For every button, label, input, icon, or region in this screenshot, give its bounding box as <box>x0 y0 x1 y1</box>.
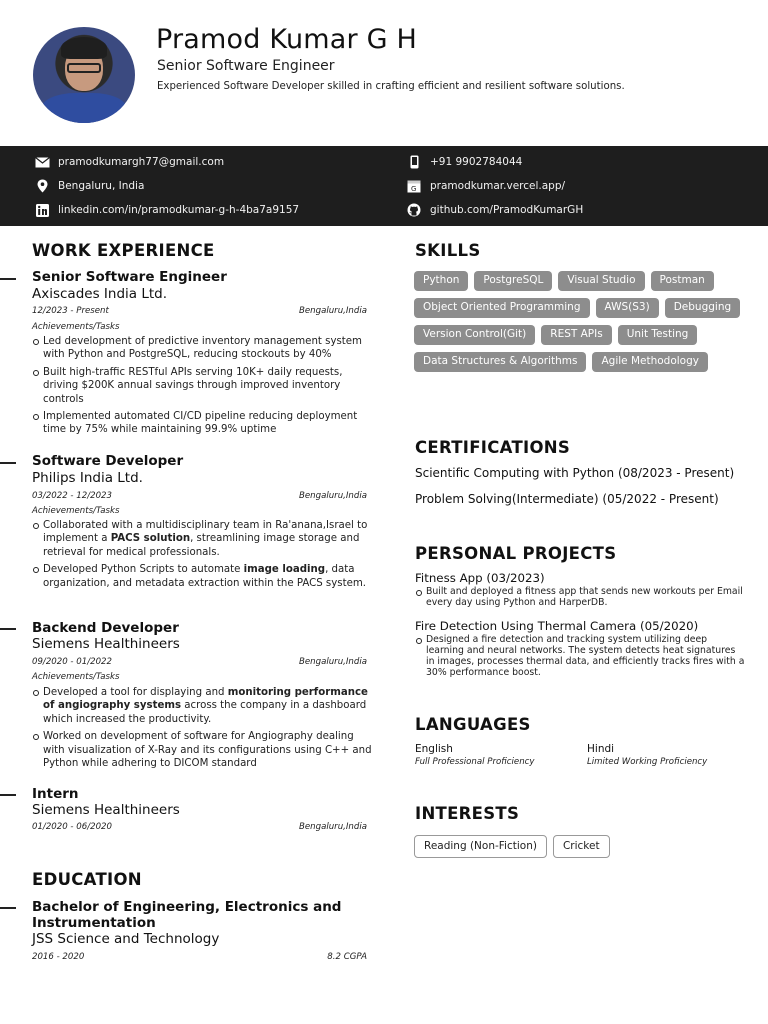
languages-heading: LANGUAGES <box>415 715 531 734</box>
projects-heading: PERSONAL PROJECTS <box>415 544 617 563</box>
list-item: Led development of predictive inventory management system with Python and PostgreSQL, reducing stockouts by 40% <box>32 335 372 362</box>
education-grade: 8.2 CGPA <box>327 952 367 962</box>
skill-tag: AWS(S3) <box>596 298 659 318</box>
list-item: Worked on development of software for Angiography dealing with visualization of X-Ray and its configurations using C++ and Python while adhering to DICOM standard <box>32 730 372 770</box>
education-dates: 2016 - 2020 <box>32 952 85 962</box>
linkedin-icon <box>34 203 50 217</box>
list-item: Developed Python Scripts to automate image loading, data organization, and metadata extraction within the PACS system. <box>32 563 372 590</box>
list-item: Developed a tool for displaying and monitoring performance of angiography systems across the company in a dashboard which increased the productivity. <box>32 686 372 726</box>
skill-tag: Data Structures & Algorithms <box>414 352 586 372</box>
candidate-name: Pramod Kumar G H <box>156 24 418 55</box>
email-text: pramodkumargh77@gmail.com <box>58 156 225 168</box>
achievements-label: Achievements/Tasks <box>32 322 120 332</box>
list-item: Designed a fire detection and tracking system utilizing deep learning and neural networks. The system detects heat signatures in images, processes thermal data, and efficiently tracks fires with a 30% performance boost. <box>415 635 745 679</box>
contact-linkedin[interactable] <box>34 203 299 217</box>
company-name: Siemens Healthineers <box>32 802 180 818</box>
skills-heading: SKILLS <box>415 241 481 260</box>
skills-list <box>414 271 754 372</box>
candidate-title: Senior Software Engineer <box>157 58 335 74</box>
company-name: Axiscades India Ltd. <box>32 286 167 302</box>
svg-text:G: G <box>411 184 417 193</box>
contact-phone[interactable] <box>406 155 522 169</box>
skill-tag: Unit Testing <box>618 325 698 345</box>
job-title: Software Developer <box>32 453 184 469</box>
skill-tag: Postman <box>651 271 714 291</box>
location-pin-icon <box>34 179 50 193</box>
contact-website[interactable] <box>406 179 565 193</box>
job-title: Senior Software Engineer <box>32 269 227 285</box>
language-level: Full Professional Proficiency <box>415 757 535 767</box>
section-rule <box>0 907 16 909</box>
achievements-label: Achievements/Tasks <box>32 672 120 682</box>
language-level: Limited Working Proficiency <box>587 757 708 767</box>
phone-icon <box>406 155 422 169</box>
interests-list <box>414 835 754 858</box>
website-icon <box>406 179 422 193</box>
phone-text: +91 9902784044 <box>430 156 523 168</box>
degree-line-2: Instrumentation <box>32 915 156 931</box>
job-location: Bengaluru,India <box>299 306 367 316</box>
list-item: Built and deployed a fitness app that sends new workouts per Email every day using Python and HarperDB. <box>415 587 745 609</box>
language-name: Hindi <box>587 743 615 755</box>
summary: Experienced Software Developer skilled in crafting efficient and resilient software solutions. <box>157 81 625 92</box>
project-title: Fire Detection Using Thermal Camera (05/2020) <box>415 619 699 633</box>
section-rule <box>0 278 16 280</box>
interest-tag: Reading (Non-Fiction) <box>414 835 547 858</box>
skill-tag: Version Control(Git) <box>414 325 535 345</box>
interest-tag: Cricket <box>553 835 610 858</box>
section-rule <box>0 794 16 796</box>
certifications-heading: CERTIFICATIONS <box>415 438 571 457</box>
school-name: JSS Science and Technology <box>32 931 220 947</box>
job-dates: 09/2020 - 01/2022 <box>32 657 112 667</box>
skill-tag: Python <box>414 271 468 291</box>
education-heading: EDUCATION <box>32 870 142 889</box>
linkedin-text: linkedin.com/in/pramodkumar-g-h-4ba7a9157 <box>58 204 300 216</box>
achievements-label: Achievements/Tasks <box>32 506 120 516</box>
job-bullets <box>32 519 372 594</box>
job-dates: 12/2023 - Present <box>32 306 109 316</box>
github-text: github.com/PramodKumarGH <box>430 204 584 216</box>
certification-item: Problem Solving(Intermediate) (05/2022 - Present) <box>415 492 719 506</box>
website-text: pramodkumar.vercel.app/ <box>430 180 566 192</box>
skill-tag: Object Oriented Programming <box>414 298 590 318</box>
location-text: Bengaluru, India <box>58 180 145 192</box>
skill-tag: PostgreSQL <box>474 271 552 291</box>
contact-email[interactable] <box>34 155 224 169</box>
skill-tag: Visual Studio <box>558 271 644 291</box>
degree: Bachelor of Engineering, Electronics and <box>32 899 342 915</box>
job-title: Backend Developer <box>32 620 179 636</box>
contact-band <box>0 146 768 226</box>
job-bullets <box>32 335 372 441</box>
job-location: Bengaluru,India <box>299 822 367 832</box>
job-location: Bengaluru,India <box>299 657 367 667</box>
language-name: English <box>415 743 453 755</box>
interests-heading: INTERESTS <box>415 804 520 823</box>
project-bullets <box>415 587 745 609</box>
contact-github[interactable] <box>406 203 583 217</box>
project-bullets <box>415 635 745 679</box>
skill-tag: Agile Methodology <box>592 352 708 372</box>
list-item: Implemented automated CI/CD pipeline reducing deployment time by 75% while maintaining 99.9% uptime <box>32 410 372 437</box>
job-title: Intern <box>32 786 79 802</box>
job-dates: 01/2020 - 06/2020 <box>32 822 112 832</box>
company-name: Philips India Ltd. <box>32 470 143 486</box>
skill-tag: Debugging <box>665 298 740 318</box>
github-icon <box>406 203 422 217</box>
list-item: Built high-traffic RESTful APIs serving 10K+ daily requests, driving $200K annual savings through improved inventory controls <box>32 366 372 406</box>
job-dates: 03/2022 - 12/2023 <box>32 491 112 501</box>
envelope-icon <box>34 155 50 169</box>
list-item: Collaborated with a multidisciplinary team in Ra'anana,Israel to implement a PACS solution, streamlining image storage and retrieval for medical professionals. <box>32 519 372 559</box>
project-title: Fitness App (03/2023) <box>415 571 545 585</box>
job-bullets <box>32 686 372 774</box>
section-rule <box>0 628 16 630</box>
work-experience-heading: WORK EXPERIENCE <box>32 241 215 260</box>
company-name: Siemens Healthineers <box>32 636 180 652</box>
job-location: Bengaluru,India <box>299 491 367 501</box>
certification-item: Scientific Computing with Python (08/2023 - Present) <box>415 466 735 480</box>
skill-tag: REST APIs <box>541 325 611 345</box>
contact-location <box>34 179 144 193</box>
profile-photo <box>33 27 135 123</box>
section-rule <box>0 462 16 464</box>
